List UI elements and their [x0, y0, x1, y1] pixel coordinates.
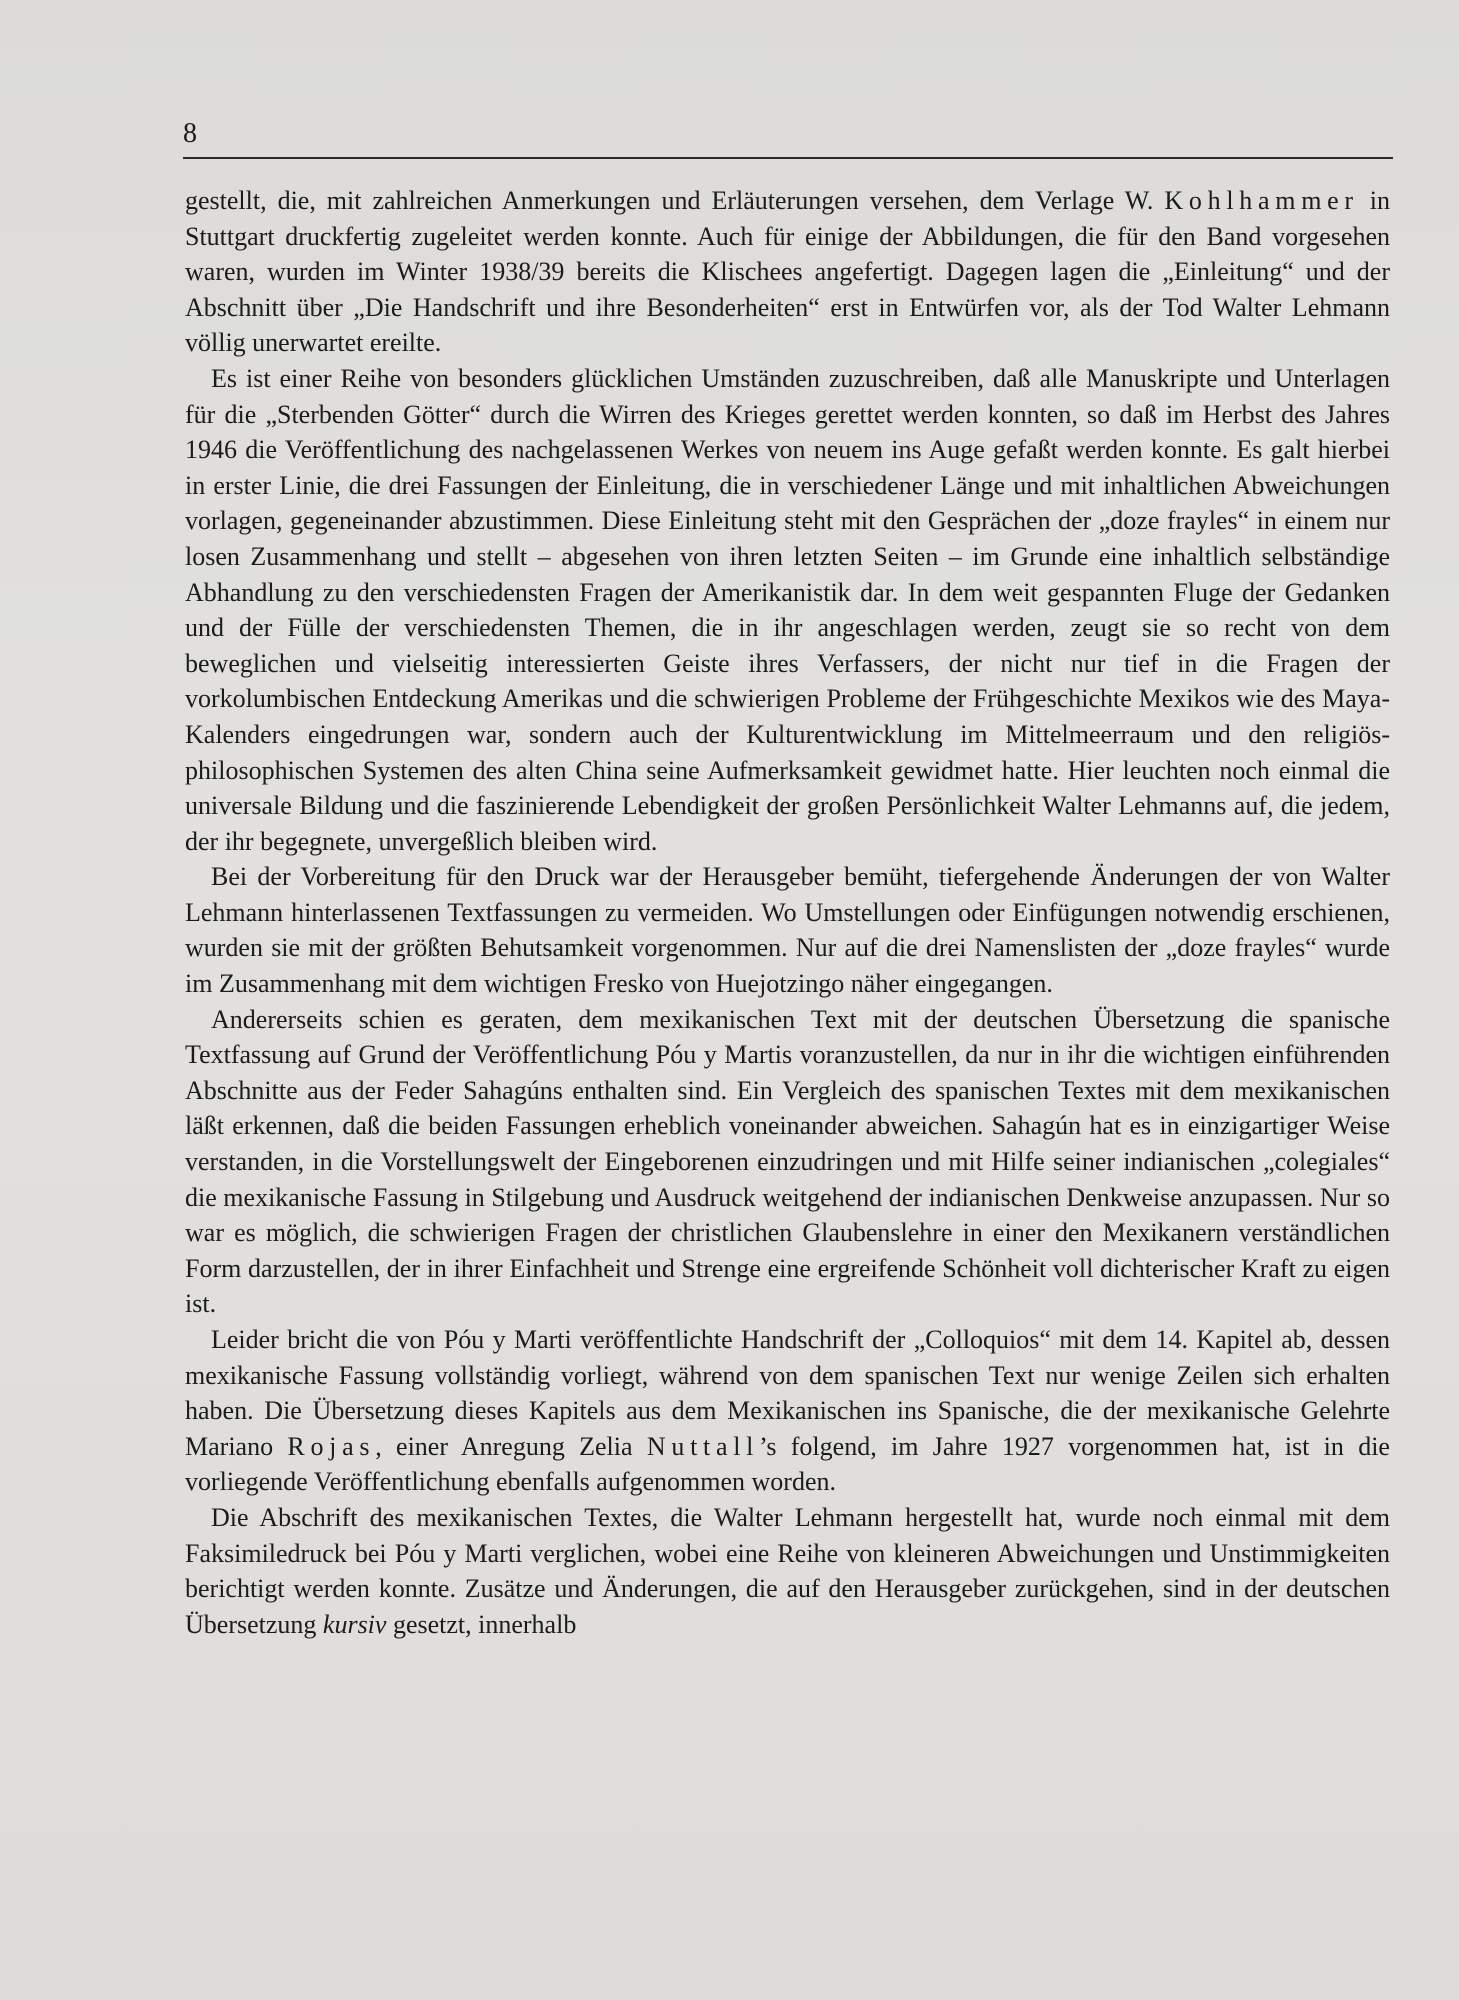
- paragraph: [185, 859, 1390, 1001]
- text-segment: gestellt, die, mit zahlreichen Anmerkungen und Erläuterungen versehen, dem Verlage W.: [185, 186, 1165, 215]
- text-segment: Es ist einer Reihe von besonders glücklichen Umständen zuzuschreiben, daß alle Manuskripte und Unterlagen für die „Sterbenden Götter“ durch die Wirren des Krieges gerettet werden konnten, so daß im Herbst des Jahres 1946 die Veröffentlichung des nachgelassenen Werkes von neuem ins Auge gefaßt werden konnte. Es galt hierbei in erster Linie, die drei Fassungen der Einleitung, die in verschiedener Länge und mit inhaltlichen Abweichungen vorlagen, gegeneinander abzustimmen. Diese Einleitung steht mit den Gesprächen der „doze frayles“ in einem nur losen Zusammenhang und stellt – abgesehen von ihren letzten Seiten – im Grunde eine inhaltlich selbständige Abhandlung zu den verschiedensten Fragen der Amerikanistik dar. In dem weit gespannten Fluge der Gedanken und der Fülle der verschiedensten Themen, die in ihr angeschlagen werden, zeugt sie so recht von dem beweglichen und vielseitig interessierten Geiste ihres Verfassers, der nicht nur tief in die Fragen der vorkolumbischen Entdeckung Amerikas und die schwierigen Probleme der Frühgeschichte Mexikos wie des Maya-Kalenders eingedrungen war, sondern auch der Kulturentwicklung im Mittelmeerraum und den religiös-philosophischen Systemen des alten China seine Aufmerksamkeit gewidmet hatte. Hier leuchten noch einmal die universale Bildung und die faszinierende Lebendigkeit der großen Persönlichkeit Walter Lehmanns auf, die jedem, der ihr begegnete, unvergeßlich bleiben wird.: [185, 363, 1390, 856]
- text-segment: Leider bricht die von Póu y Marti veröffentlichte Handschrift der „Colloquios“ mit dem 14. Kapitel ab, dessen mexikanische Fassung vollständig vorliegt, während von dem spanischen Text nur wenige Zeilen sich erhalten haben. Die Übersetzung dieses Kapitels aus dem Mexikanischen ins Spanische, die der mexikanische Gelehrte Mariano: [185, 1325, 1390, 1461]
- text-segment: , einer Anregung Zelia: [375, 1431, 647, 1461]
- header-rule: [183, 157, 1393, 159]
- paragraph: [185, 1002, 1390, 1322]
- body-text: [185, 183, 1390, 1642]
- spaced-name: Rojas: [287, 1431, 376, 1461]
- text-segment: ’s folgend, im Jahre 1927 vorgenommen hat, ist in die vorliegende Veröffentlichung ebenfalls aufgenommen worden.: [185, 1431, 1390, 1497]
- paragraph: [185, 183, 1390, 361]
- text-segment: in Stuttgart druckfertig zugeleitet werden konnte. Auch für einige der Abbildungen, die für den Band vorgesehen waren, wurden im Winter 1938/39 bereits die Klischees angefertigt. Dagegen lagen die „Einleitung“ und der Abschnitt über „Die Handschrift und ihre Besonderheiten“ erst in Entwürfen vor, als der Tod Walter Lehmann völlig unerwartet ereilte.: [185, 186, 1390, 358]
- text-segment: Andererseits schien es geraten, dem mexikanischen Text mit der deutschen Übersetzung die spanische Textfassung auf Grund der Veröffentlichung Póu y Martis voranzustellen, da nur in ihr die wichtigen einführenden Abschnitte aus der Feder Sahagúns enthalten sind. Ein Vergleich des spanischen Textes mit dem mexikanischen läßt erkennen, daß die beiden Fassungen erheblich voneinander abweichen. Sahagún hat es in einzigartiger Weise verstanden, in die Vorstellungswelt der Eingeborenen einzudringen und mit Hilfe seiner indianischen „colegiales“ die mexikanische Fassung in Stilgebung und Ausdruck weitgehend der indianischen Denkweise anzupassen. Nur so war es möglich, die schwierigen Fragen der christlichen Glaubenslehre in einer den Mexikanern verständlichen Form darzustellen, der in ihrer Einfachheit und Strenge eine ergreifende Schönheit voll dichterischer Kraft zu eigen ist.: [185, 1004, 1390, 1319]
- text-segment: gesetzt, innerhalb: [386, 1609, 577, 1639]
- paragraph: [185, 1322, 1390, 1500]
- italic-text: kursiv: [322, 1609, 387, 1639]
- page-number: 8: [183, 118, 197, 149]
- text-segment: Bei der Vorbereitung für den Druck war der Herausgeber bemüht, tiefergehende Änderungen der von Walter Lehmann hinterlassenen Textfassungen zu vermeiden. Wo Umstellungen oder Einfügungen notwendig erschienen, wurden sie mit der größten Behutsamkeit vorgenommen. Nur auf die drei Namenslisten der „doze frayles“ wurde im Zusammenhang mit dem wichtigen Fresko von Huejotzingo näher eingegangen.: [185, 862, 1390, 999]
- spaced-name: Nuttall: [646, 1431, 760, 1461]
- paragraph: [185, 1500, 1390, 1642]
- paragraph: [185, 361, 1390, 859]
- text-segment: Die Abschrift des mexikanischen Textes, die Walter Lehmann hergestellt hat, wurde noch einmal mit dem Faksimiledruck bei Póu y Marti verglichen, wobei eine Reihe von kleineren Abweichungen und Unstimmigkeiten berichtigt werden konnte. Zusätze und Änderungen, die auf den Herausgeber zurückgehen, sind in der deutschen Übersetzung: [185, 1502, 1390, 1639]
- spaced-name: Kohlhammer: [1164, 186, 1359, 215]
